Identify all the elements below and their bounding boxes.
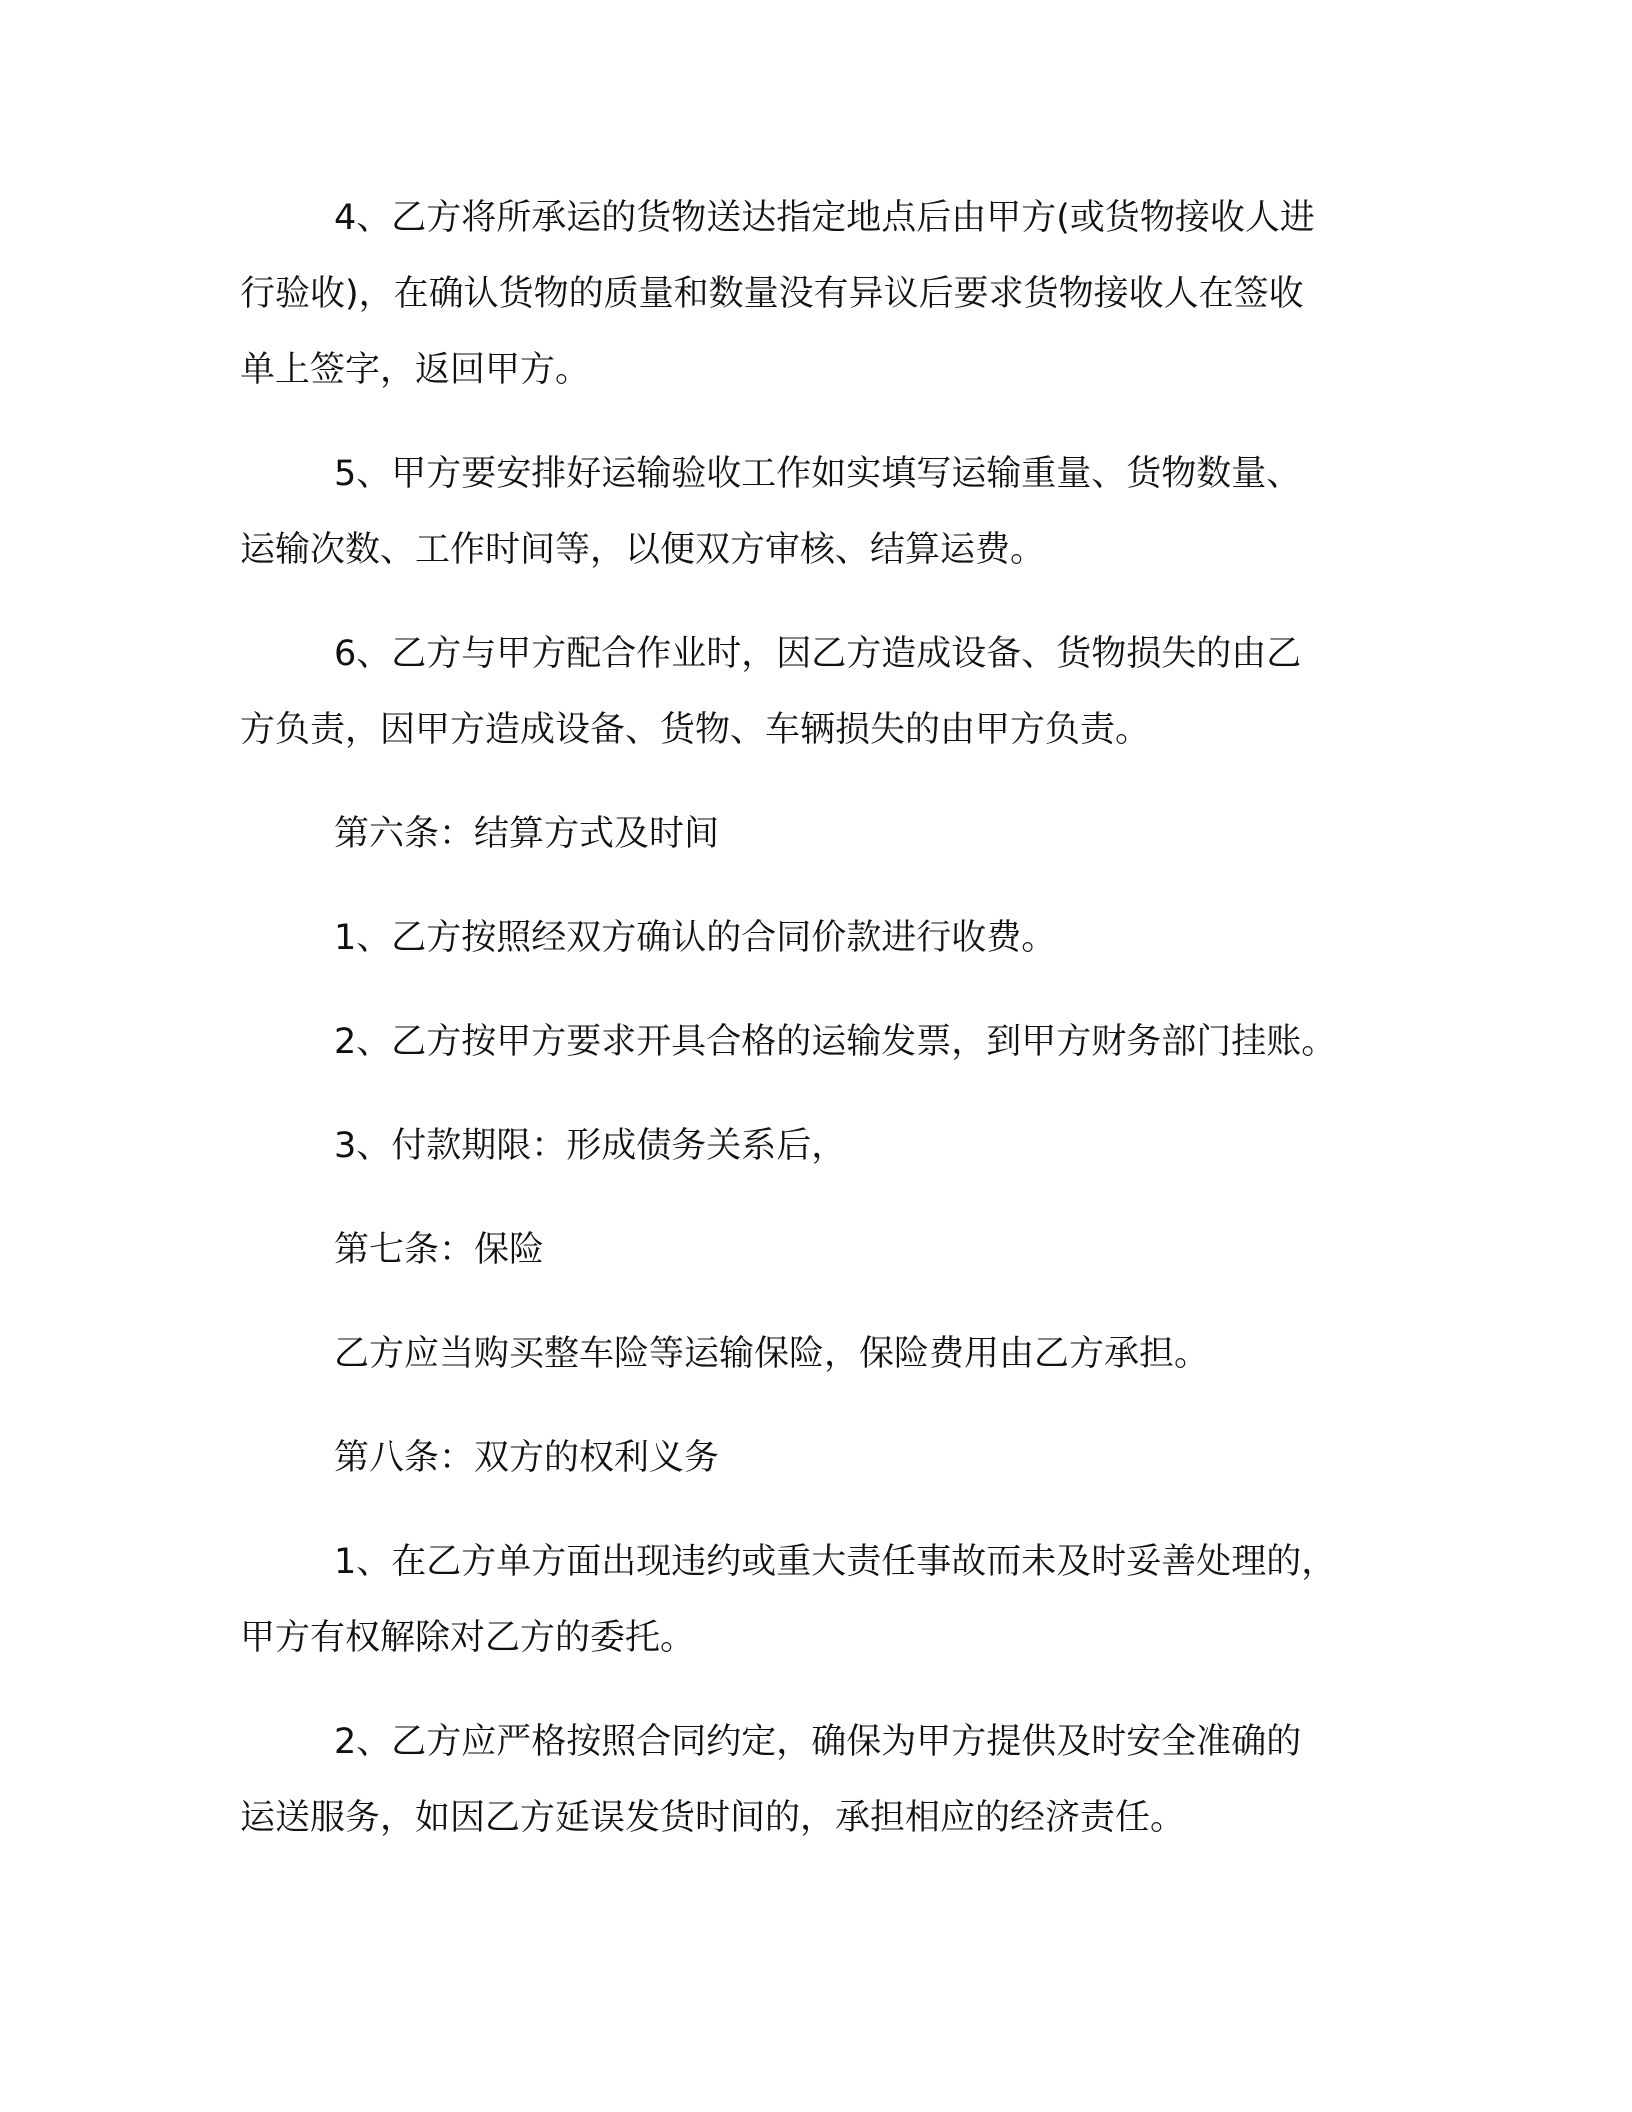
section-heading: 第六条：结算方式及时间 — [334, 814, 720, 854]
text-line: 行验收)，在确认货物的质量和数量没有异议后要求货物接收人在签收 — [240, 274, 1304, 314]
text-line: 运送服务，如因乙方延误发货时间的，承担相应的经济责任。 — [240, 1798, 1186, 1838]
text-line: 6、乙方与甲方配合作业时，因乙方造成设备、货物损失的由乙 — [334, 634, 1302, 674]
text-line: 1、在乙方单方面出现违约或重大责任事故而未及时妥善处理的， — [334, 1542, 1337, 1582]
text-line: 甲方有权解除对乙方的委托。 — [240, 1618, 696, 1658]
text-line: 1、乙方按照经双方确认的合同价款进行收费。 — [334, 918, 1057, 958]
text-line: 2、乙方应严格按照合同约定，确保为甲方提供及时安全准确的 — [334, 1722, 1302, 1762]
section-heading: 第八条：双方的权利义务 — [334, 1438, 720, 1478]
text-line: 2、乙方按甲方要求开具合格的运输发票，到甲方财务部门挂账。 — [334, 1022, 1337, 1062]
text-line: 5、甲方要安排好运输验收工作如实填写运输重量、货物数量、 — [334, 454, 1302, 494]
text-line: 3、付款期限：形成债务关系后， — [334, 1126, 847, 1166]
text-line: 4、乙方将所承运的货物送达指定地点后由甲方(或货物接收人进 — [334, 198, 1315, 238]
section-heading: 第七条：保险 — [334, 1230, 545, 1270]
text-line: 乙方应当购买整车险等运输保险，保险费用由乙方承担。 — [334, 1334, 1210, 1374]
text-line: 运输次数、工作时间等，以便双方审核、结算运费。 — [240, 530, 1046, 570]
text-line: 单上签字，返回甲方。 — [240, 350, 591, 390]
text-line: 方负责，因甲方造成设备、货物、车辆损失的由甲方负责。 — [240, 710, 1151, 750]
